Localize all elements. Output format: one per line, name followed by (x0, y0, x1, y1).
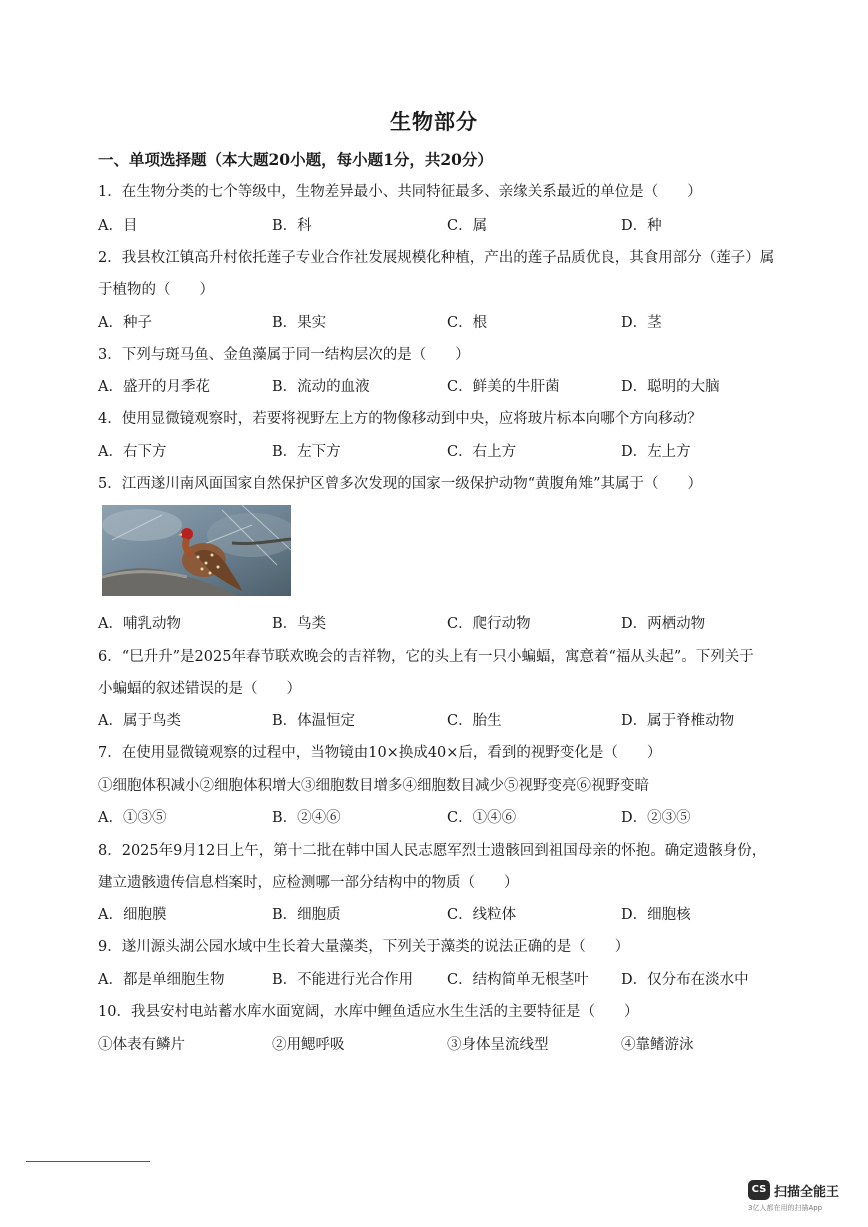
question-6-text: 6．“巳升升”是2025年春节联欢晚会的吉祥物，它的头上有一只小蝙蝠，寓意着“福从头起”。下列关于 (98, 649, 754, 665)
q8-option-d: D．细胞核 (621, 907, 691, 923)
q3-option-a: A．盛开的月季花 (98, 379, 210, 395)
q3-option-c: C．鲜美的牛肝菌 (447, 379, 560, 395)
q6-option-c: C．胎生 (447, 713, 502, 729)
question-5-text: 5．江西遂川南风面国家自然保护区曾多次发现的国家一级保护动物“黄腹角雉”其属于（ ） (98, 476, 703, 492)
q2-option-d: D．茎 (621, 315, 662, 331)
q3-option-b: B．流动的血液 (272, 379, 370, 395)
watermark-tagline: 3亿人都在用的扫描App (748, 1204, 823, 1212)
q8-option-a: A．细胞膜 (98, 907, 167, 923)
q4-option-a: A．右下方 (98, 444, 167, 460)
q10-statement-2: ②用鳃呼吸 (272, 1037, 345, 1053)
cs-logo-icon: CS (748, 1180, 770, 1200)
q10-statement-4: ④靠鳍游泳 (621, 1037, 694, 1053)
q9-option-d: D．仅分布在淡水中 (621, 972, 749, 988)
section-heading: 一、单项选择题（本大题20小题，每小题1分，共20分） (98, 150, 493, 169)
q10-statement-3: ③身体呈流线型 (447, 1037, 549, 1053)
q6-option-a: A．属于鸟类 (98, 713, 181, 729)
q5-option-c: C．爬行动物 (447, 616, 531, 632)
q1-option-c: C．属 (447, 218, 488, 234)
q1-option-d: D．种 (621, 218, 662, 234)
question-10-text: 10．我县安村电站蓄水库水面宽阔，水库中鲤鱼适应水生生活的主要特征是（ ） (98, 1004, 639, 1020)
q6-option-d: D．属于脊椎动物 (621, 713, 735, 729)
pheasant-photo (102, 505, 291, 596)
scanner-watermark (748, 1178, 848, 1218)
footer-divider (26, 1161, 150, 1162)
q9-option-a: A．都是单细胞生物 (98, 972, 225, 988)
q8-option-b: B．细胞质 (272, 907, 341, 923)
q7-option-d: D．②③⑤ (621, 810, 691, 826)
question-2-text-cont: 于植物的（ ） (98, 282, 214, 298)
question-2-text: 2．我县枚江镇高升村依托莲子专业合作社发展规模化种植，产出的莲子品质优良，其食用部分（莲子）属 (98, 250, 775, 266)
page-title: 生物部分 (390, 109, 478, 134)
question-1-text: 1．在生物分类的七个等级中，生物差异最小、共同特征最多、亲缘关系最近的单位是（ ） (98, 184, 702, 200)
q2-option-c: C．根 (447, 315, 488, 331)
question-7-statements: ①细胞体积减小②细胞体积增大③细胞数目增多④细胞数目减少⑤视野变亮⑥视野变暗 (98, 778, 649, 794)
question-8-text-cont: 建立遗骸遗传信息档案时，应检测哪一部分结构中的物质（ ） (98, 875, 519, 891)
question-9-text: 9．遂川源头湖公园水域中生长着大量藻类，下列关于藻类的说法正确的是（ ） (98, 939, 630, 955)
q4-option-c: C．右上方 (447, 444, 517, 460)
q1-option-a: A．目 (98, 218, 138, 234)
q6-option-b: B．体温恒定 (272, 713, 356, 729)
q3-option-d: D．聪明的大脑 (621, 379, 720, 395)
q9-option-b: B．不能进行光合作用 (272, 972, 414, 988)
q4-option-b: B．左下方 (272, 444, 341, 460)
q4-option-d: D．左上方 (621, 444, 691, 460)
q5-option-a: A．哺乳动物 (98, 616, 181, 632)
question-6-text-cont: 小蝙蝠的叙述错误的是（ ） (98, 681, 301, 697)
question-4-text: 4．使用显微镜观察时，若要将视野左上方的物像移动到中央，应将玻片标本向哪个方向移动？ (98, 411, 702, 427)
q1-option-b: B．科 (272, 218, 312, 234)
q8-option-c: C．线粒体 (447, 907, 517, 923)
q7-option-c: C．①④⑥ (447, 810, 517, 826)
question-7-text: 7．在使用显微镜观察的过程中，当物镜由10×换成40×后，看到的视野变化是（ ） (98, 745, 662, 761)
watermark-name: 扫描全能王 (774, 1185, 840, 1200)
q7-option-a: A．①③⑤ (98, 810, 167, 826)
q5-option-b: B．鸟类 (272, 616, 327, 632)
q2-option-b: B．果实 (272, 315, 327, 331)
q9-option-c: C．结构简单无根茎叶 (447, 972, 589, 988)
question-8-text: 8．2025年9月12日上午，第十二批在韩中国人民志愿军烈士遗骸回到祖国母亲的怀抱。确定遗骸身份， (98, 843, 767, 859)
q2-option-a: A．种子 (98, 315, 152, 331)
q5-option-d: D．两栖动物 (621, 616, 706, 632)
question-3-text: 3．下列与斑马鱼、金鱼藻属于同一结构层次的是（ ） (98, 347, 470, 363)
q10-statement-1: ①体表有鳞片 (98, 1037, 185, 1053)
q7-option-b: B．②④⑥ (272, 810, 341, 826)
